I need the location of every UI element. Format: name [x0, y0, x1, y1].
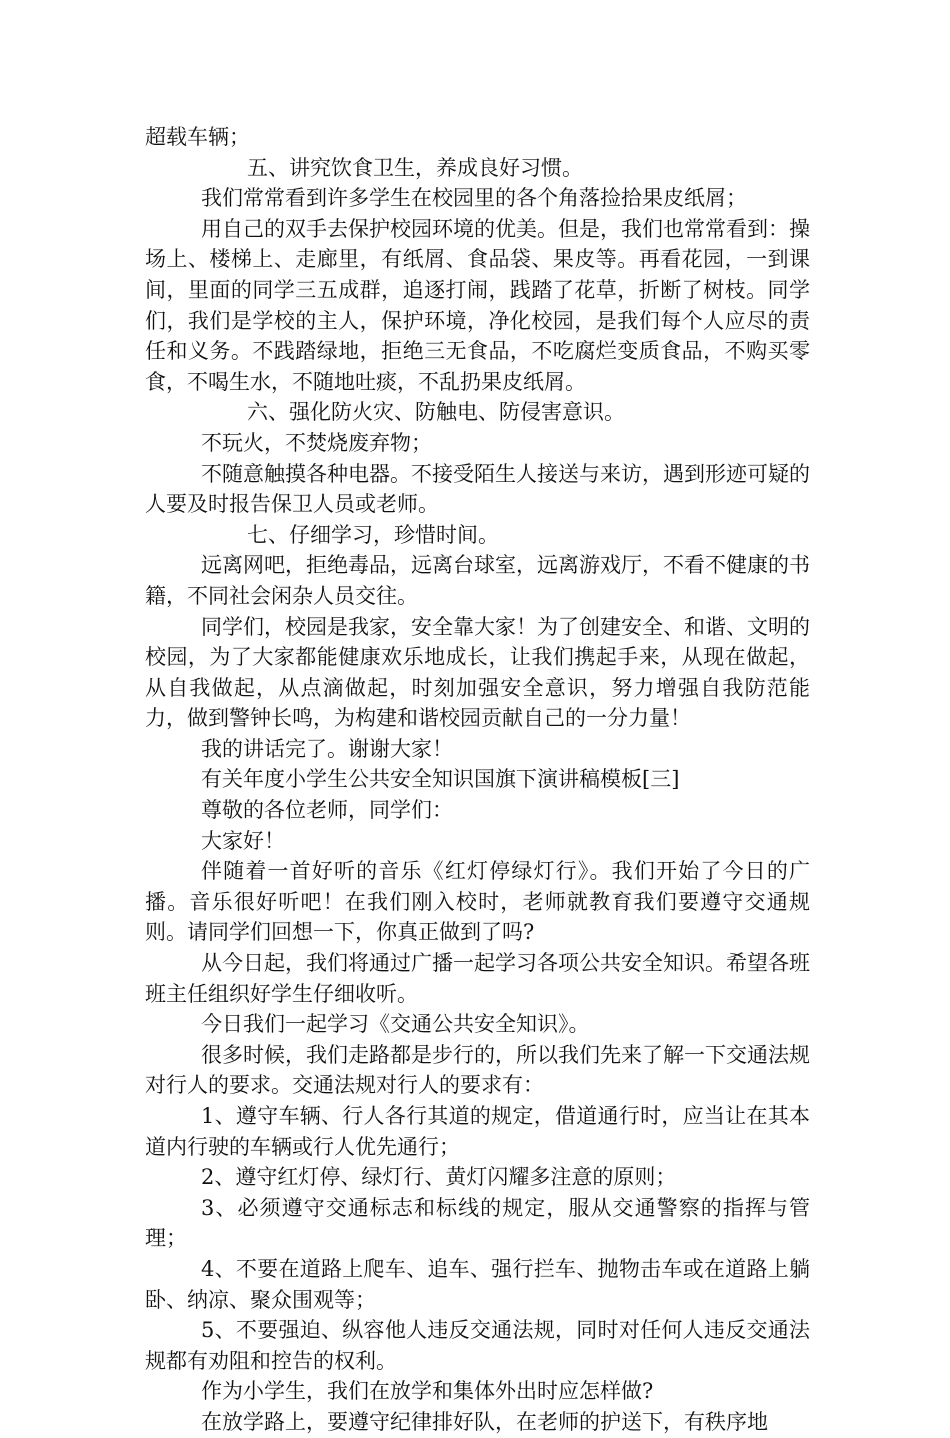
speech-title: 有关年度小学生公共安全知识国旗下演讲稿模板[三]	[201, 767, 680, 792]
paragraph-25: 在放学路上，要遵守纪律排好队，在老师的护送下，有秩序地	[201, 1409, 768, 1434]
list-item-1: 1、遵守车辆、行人各行其道的规定，借道通行时，应当让在其本道内行驶的车辆或行人优先通行；	[145, 1104, 810, 1159]
paragraph-16: 从今日起，我们将通过广播一起学习各项公共安全知识。希望各班班主任组织好学生仔细收听。	[145, 951, 810, 1006]
document-body	[145, 122, 810, 1438]
paragraph-7: 不随意触摸各种电器。不接受陌生人接送与来访，遇到形迹可疑的人要及时报告保卫人员或老师。	[145, 461, 810, 517]
section-heading-6: 六、强化防火灾、防触电、防侵害意识。	[247, 400, 625, 425]
paragraph-1: 超载车辆；	[145, 125, 250, 149]
salutation: 尊敬的各位老师，同学们：	[201, 798, 453, 823]
paragraph-24: 作为小学生，我们在放学和集体外出时应怎样做?	[201, 1379, 654, 1404]
paragraph-17: 今日我们一起学习《交通公共安全知识》。	[201, 1012, 590, 1037]
paragraph-11: 我的讲话完了。谢谢大家！	[201, 736, 453, 761]
paragraph-15: 伴随着一首好听的音乐《红灯停绿灯行》。我们开始了今日的广播。音乐很好听吧！在我们刚入校时，老师就教育我们要遵守交通规则。请同学们回想一下，你真正做到了吗?	[145, 859, 810, 945]
paragraph-4: 用自己的双手去保护校园环境的优美。但是，我们也常常看到：操场上、楼梯上、走廊里，有纸屑、食品袋、果皮等。再看花园，一到课间，里面的同学三五成群，追逐打闹，践踏了花草，折断了树枝。同学们，我们是学校的主人，保护环境，净化校园，是我们每个人应尽的责任和义务。不践踏绿地，拒绝三无食品，不吃腐烂变质食品，不购买零食，不喝生水，不随地吐痰，不乱扔果皮纸屑。	[145, 216, 810, 394]
paragraph-3: 我们常常看到许多学生在校园里的各个角落捡拾果皮纸屑；	[201, 186, 747, 211]
greeting: 大家好！	[201, 828, 285, 853]
section-heading-7: 七、仔细学习，珍惜时间。	[247, 522, 499, 547]
list-item-2: 2、遵守红灯停、绿灯行、黄灯闪耀多注意的原则；	[201, 1165, 677, 1190]
paragraph-6: 不玩火，不焚烧废弃物；	[201, 430, 432, 455]
paragraph-18: 很多时候，我们走路都是步行的，所以我们先来了解一下交通法规对行人的要求。交通法规对行人的要求有：	[145, 1042, 810, 1098]
list-item-3: 3、必须遵守交通标志和标线的规定，服从交通警察的指挥与管理；	[145, 1195, 810, 1251]
section-heading-5: 五、讲究饮食卫生，养成良好习惯。	[247, 155, 583, 180]
list-item-5: 5、不要强迫、纵容他人违反交通法规，同时对任何人违反交通法规都有劝阻和控告的权利。	[145, 1318, 810, 1373]
paragraph-10: 同学们，校园是我家，安全靠大家！为了创建安全、和谐、文明的校园，为了大家都能健康欢乐地成长，让我们携起手来，从现在做起，从自我做起，从点滴做起，时刻加强安全意识，努力增强自我防范能力，做到警钟长鸣，为构建和谐校园贡献自己的一分力量！	[145, 614, 810, 731]
paragraph-9: 远离网吧，拒绝毒品，远离台球室，远离游戏厅，不看不健康的书籍，不同社会闲杂人员交往。	[145, 553, 810, 608]
list-item-4: 4、不要在道路上爬车、追车、强行拦车、抛物击车或在道路上躺卧、纳凉、聚众围观等；	[145, 1256, 810, 1312]
